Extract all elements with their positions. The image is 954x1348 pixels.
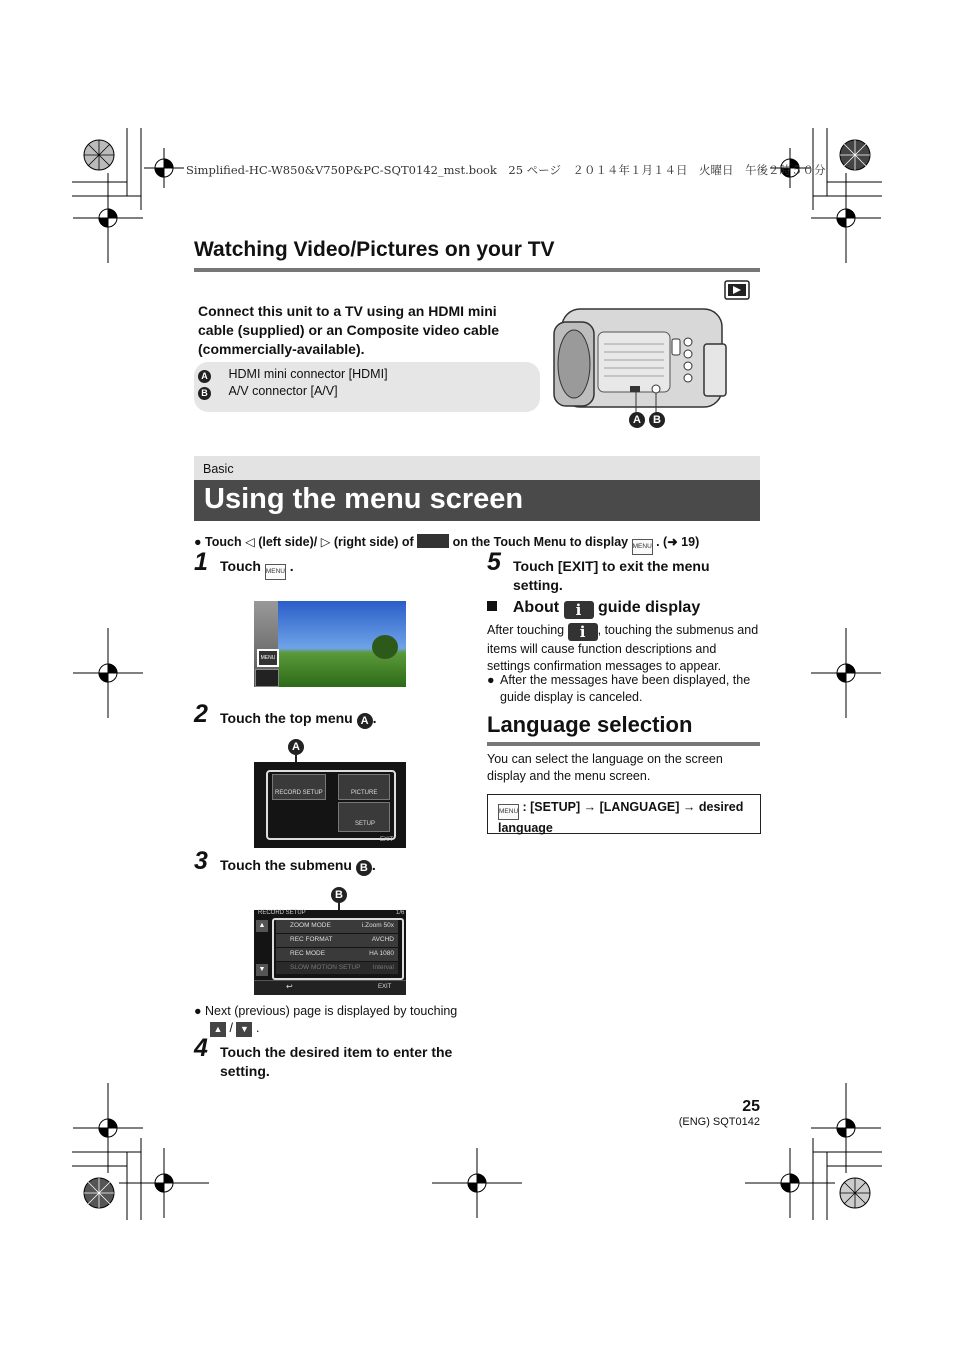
submenu-row[interactable]: REC MODE HA 1080 xyxy=(276,948,398,961)
step-1-number: 1 xyxy=(194,548,208,576)
submenu-footer xyxy=(254,980,406,995)
about-bullet: ● After the messages have been displayed, the guide display is canceled. xyxy=(487,673,751,704)
connector-b xyxy=(198,384,338,400)
up-arrow-icon: ▲ xyxy=(210,1022,226,1037)
touch-menu-bar-icon xyxy=(417,534,449,548)
connector-box xyxy=(194,362,540,412)
square-bullet-icon xyxy=(487,601,497,611)
category-label: Basic xyxy=(203,462,234,476)
language-path-box xyxy=(487,794,761,834)
tv-intro: Connect this unit to a TV using an HDMI mini cable (supplied) or an Composite video cable (commercially-available). xyxy=(198,303,500,357)
submenu-header: RECORD SETUP xyxy=(258,910,306,916)
page-up-icon[interactable]: ▲ xyxy=(256,920,268,932)
marker-a-icon: A xyxy=(198,370,211,383)
connector-b-label: A/V connector [A/V] xyxy=(228,384,338,398)
screen-record xyxy=(254,601,406,687)
down-arrow-icon: ▼ xyxy=(236,1022,252,1037)
return-icon[interactable]: ↩ xyxy=(286,982,293,991)
page-down-icon[interactable]: ▼ xyxy=(256,964,268,976)
submenu-row[interactable]: ZOOM MODE i.Zoom 50x xyxy=(276,920,398,933)
step-5-text: Touch [EXIT] to exit the menu setting. xyxy=(513,558,710,593)
camcorder-illustration xyxy=(552,304,732,414)
picture-tile[interactable]: PICTURE xyxy=(338,774,390,800)
menu-button-highlight[interactable]: MENU xyxy=(257,649,279,667)
step-4-text: Touch the desired item to enter the setting. xyxy=(220,1044,453,1079)
marker-b-icon: B xyxy=(356,860,372,876)
print-header: Simplified-HC-W850&V750P&PC-SQT0142_mst.book 25 ページ ２０１４年１月１４日 火曜日 午後２時５０分 xyxy=(186,163,826,177)
connector-a-label: HDMI mini connector [HDMI] xyxy=(228,367,388,381)
language-text: You can select the language on the screen display and the menu screen. xyxy=(487,752,723,783)
menu-icon: MENU xyxy=(632,539,653,555)
screen-submenu xyxy=(254,910,406,994)
doc-code: (ENG) SQT0142 xyxy=(678,1116,760,1128)
menu-title-bar xyxy=(194,480,760,521)
callout-a-icon: A xyxy=(288,739,304,755)
step-5-number: 5 xyxy=(487,548,501,576)
touch-menu-arrows[interactable] xyxy=(255,669,279,687)
language-title: Language selection xyxy=(487,712,693,737)
screen-top-menu xyxy=(254,762,406,848)
step-3-number: 3 xyxy=(194,847,208,875)
callout-b-icon: B xyxy=(331,887,347,903)
step-2-text: Touch the top menu A . xyxy=(220,710,377,727)
callout-b-icon: B xyxy=(649,412,665,428)
language-path: : [SETUP] → [LANGUAGE] → desired language xyxy=(498,800,744,835)
submenu-row[interactable]: REC FORMAT AVCHD xyxy=(276,934,398,947)
callout-a-icon: A xyxy=(629,412,645,428)
playback-mode-icon xyxy=(724,280,750,300)
submenu-row[interactable]: SLOW MOTION SETUP Interval xyxy=(276,962,398,974)
submenu-page: 1/6 xyxy=(396,910,405,916)
menu-icon: MENU xyxy=(498,804,519,820)
about-text: After touching i , touching the submenus and items will cause function descriptions and settings confirmation messages to appear. xyxy=(487,623,759,673)
menu-icon: MENU xyxy=(265,564,286,580)
next-page-note: ● Next (previous) page is displayed by touching xyxy=(194,1004,458,1018)
step-3-text: Touch the submenu B . xyxy=(220,857,376,874)
exit-button[interactable]: EXIT xyxy=(378,984,392,990)
touch-note: ● Touch ◁ (left side)/ ▷ (right side) of on the Touch Menu to display MENU . (➜ 19) xyxy=(194,534,699,555)
marker-b-icon: B xyxy=(198,387,211,400)
category-bar xyxy=(194,456,760,480)
right-arrow-icon: ▷ xyxy=(320,535,331,549)
setup-tile[interactable]: SETUP xyxy=(338,802,390,832)
step-1-text: Touch MENU . xyxy=(220,557,294,580)
marker-a-icon: A xyxy=(357,713,373,729)
about-heading: About i guide display xyxy=(487,599,700,619)
next-page-icons: ▲ / ▼ . xyxy=(210,1020,259,1037)
page-number: 25 xyxy=(742,1098,760,1115)
tv-section-rule xyxy=(194,268,760,272)
exit-button[interactable]: EXIT xyxy=(380,837,394,843)
tree-shape xyxy=(372,635,398,659)
connector-a xyxy=(198,367,388,383)
step-4-number: 4 xyxy=(194,1034,208,1062)
record-setup-tile[interactable]: RECORD SETUP xyxy=(272,774,326,800)
info-icon: i xyxy=(568,623,598,641)
left-arrow-icon: ◁ xyxy=(245,535,255,549)
step-2-number: 2 xyxy=(194,700,208,728)
menu-section-title: Using the menu screen xyxy=(204,483,524,515)
info-icon: i xyxy=(564,601,594,619)
language-rule xyxy=(487,742,760,746)
tv-section-title: Watching Video/Pictures on your TV xyxy=(194,238,555,261)
